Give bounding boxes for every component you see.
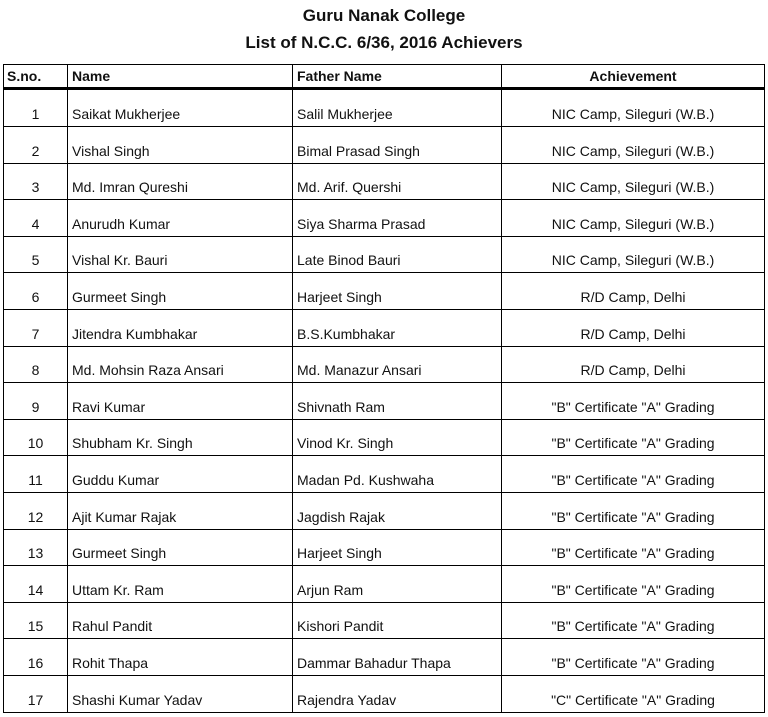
table-row [4, 383, 765, 420]
cell-sno: 5 [4, 236, 68, 273]
cell-sno: 10 [4, 419, 68, 456]
cell-father-name: Late Binod Bauri [293, 236, 502, 273]
cell-name: Md. Mohsin Raza Ansari [68, 346, 293, 383]
cell-achievement: NIC Camp, Sileguri (W.B.) [502, 163, 765, 200]
cell-sno: 2 [4, 127, 68, 164]
cell-achievement: R/D Camp, Delhi [502, 309, 765, 346]
column-header-father-name: Father Name [293, 65, 502, 89]
cell-sno: 17 [4, 675, 68, 712]
cell-name: Shashi Kumar Yadav [68, 675, 293, 712]
table-row [4, 309, 765, 346]
cell-father-name: Jagdish Rajak [293, 492, 502, 529]
cell-achievement: "B" Certificate "A" Grading [502, 456, 765, 493]
cell-achievement: R/D Camp, Delhi [502, 273, 765, 310]
cell-name: Gurmeet Singh [68, 273, 293, 310]
cell-name: Saikat Mukherjee [68, 89, 293, 127]
cell-achievement: "B" Certificate "A" Grading [502, 602, 765, 639]
cell-father-name: Dammar Bahadur Thapa [293, 639, 502, 676]
table-row [4, 529, 765, 566]
cell-name: Guddu Kumar [68, 456, 293, 493]
cell-father-name: Kishori Pandit [293, 602, 502, 639]
cell-achievement: NIC Camp, Sileguri (W.B.) [502, 127, 765, 164]
cell-sno: 4 [4, 200, 68, 237]
table-header [4, 65, 765, 89]
table-row [4, 127, 765, 164]
cell-father-name: Shivnath Ram [293, 383, 502, 420]
cell-name: Jitendra Kumbhakar [68, 309, 293, 346]
header-row [4, 65, 765, 89]
cell-name: Rohit Thapa [68, 639, 293, 676]
column-header-sno: S.no. [4, 65, 68, 89]
cell-name: Anurudh Kumar [68, 200, 293, 237]
table-row [4, 163, 765, 200]
college-title: Guru Nanak College [302, 6, 466, 25]
table-row [4, 89, 765, 127]
cell-name: Shubham Kr. Singh [68, 419, 293, 456]
table-row [4, 492, 765, 529]
table-row [4, 602, 765, 639]
cell-sno: 1 [4, 89, 68, 127]
cell-name: Gurmeet Singh [68, 529, 293, 566]
cell-sno: 13 [4, 529, 68, 566]
cell-achievement: "B" Certificate "A" Grading [502, 419, 765, 456]
table-body [4, 89, 765, 713]
table-row [4, 675, 765, 712]
cell-sno: 7 [4, 309, 68, 346]
cell-achievement: "B" Certificate "A" Grading [502, 492, 765, 529]
cell-achievement: "B" Certificate "A" Grading [502, 529, 765, 566]
column-header-name: Name [68, 65, 293, 89]
cell-achievement: R/D Camp, Delhi [502, 346, 765, 383]
cell-name: Vishal Kr. Bauri [68, 236, 293, 273]
cell-father-name: Rajendra Yadav [293, 675, 502, 712]
cell-sno: 12 [4, 492, 68, 529]
table-row [4, 639, 765, 676]
cell-name: Vishal Singh [68, 127, 293, 164]
cell-father-name: B.S.Kumbhakar [293, 309, 502, 346]
cell-father-name: Salil Mukherjee [293, 89, 502, 127]
cell-sno: 9 [4, 383, 68, 420]
cell-name: Ravi Kumar [68, 383, 293, 420]
cell-name: Md. Imran Qureshi [68, 163, 293, 200]
cell-father-name: Bimal Prasad Singh [293, 127, 502, 164]
cell-achievement: NIC Camp, Sileguri (W.B.) [502, 89, 765, 127]
cell-father-name: Harjeet Singh [293, 273, 502, 310]
cell-name: Ajit Kumar Rajak [68, 492, 293, 529]
table-row [4, 346, 765, 383]
table-row [4, 566, 765, 603]
cell-sno: 15 [4, 602, 68, 639]
list-title: List of N.C.C. 6/36, 2016 Achievers [245, 33, 523, 52]
cell-sno: 8 [4, 346, 68, 383]
cell-sno: 3 [4, 163, 68, 200]
cell-achievement: "B" Certificate "A" Grading [502, 383, 765, 420]
table-row [4, 456, 765, 493]
achievers-table [3, 64, 765, 713]
table-row [4, 419, 765, 456]
cell-achievement: NIC Camp, Sileguri (W.B.) [502, 236, 765, 273]
cell-name: Uttam Kr. Ram [68, 566, 293, 603]
cell-father-name: Md. Arif. Quershi [293, 163, 502, 200]
cell-father-name: Arjun Ram [293, 566, 502, 603]
cell-sno: 6 [4, 273, 68, 310]
cell-sno: 11 [4, 456, 68, 493]
cell-father-name: Vinod Kr. Singh [293, 419, 502, 456]
table-row [4, 200, 765, 237]
cell-achievement: NIC Camp, Sileguri (W.B.) [502, 200, 765, 237]
cell-achievement: "C" Certificate "A" Grading [502, 675, 765, 712]
table-row [4, 273, 765, 310]
cell-name: Rahul Pandit [68, 602, 293, 639]
cell-father-name: Madan Pd. Kushwaha [293, 456, 502, 493]
cell-father-name: Harjeet Singh [293, 529, 502, 566]
cell-achievement: "B" Certificate "A" Grading [502, 566, 765, 603]
table-row [4, 236, 765, 273]
cell-sno: 14 [4, 566, 68, 603]
cell-father-name: Siya Sharma Prasad [293, 200, 502, 237]
column-header-achievement: Achievement [502, 65, 765, 89]
cell-achievement: "B" Certificate "A" Grading [502, 639, 765, 676]
cell-father-name: Md. Manazur Ansari [293, 346, 502, 383]
cell-sno: 16 [4, 639, 68, 676]
